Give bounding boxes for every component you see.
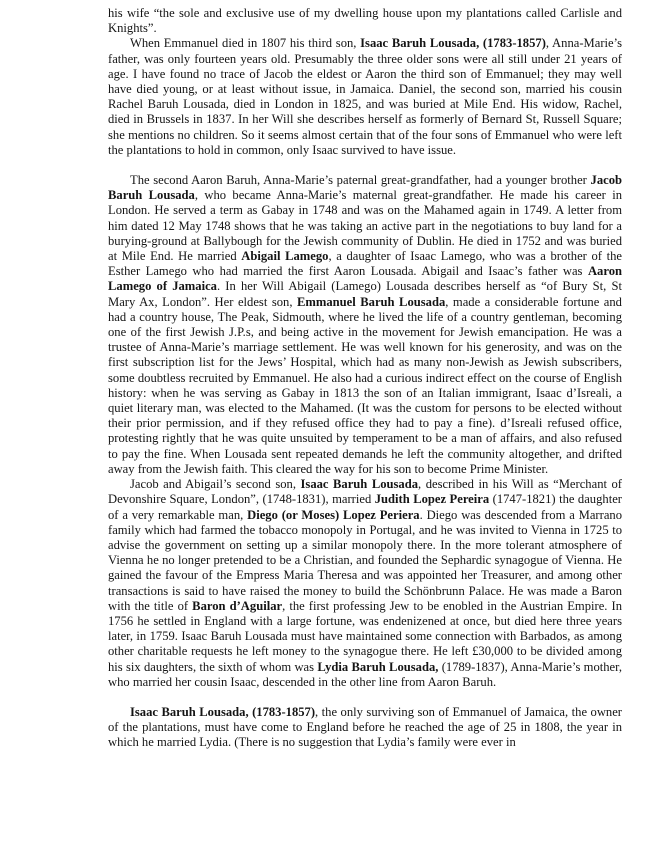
bold-name-text: Emmanuel Baruh Lousada — [296, 294, 446, 309]
bold-name-text: Isaac Baruh Lousada — [300, 477, 419, 492]
text-run: , a daughter of Isaac Lamego, who was a brother of the Esther Lamego who had married the first Aaron Lousada. Abigail and Isaac’s father was — [108, 249, 622, 279]
paragraph — [108, 705, 622, 751]
text-run: , the only surviving son of Emmanuel of Jamaica, the owner of the plantations, must have come to England before he reached the age of 25 in 1808, the year in which he married Lydia. (There is no suggestion that Lydia’s family were ever in — [108, 704, 622, 750]
text-run: (1789-1837), Anna-Marie’s mother, who married her cousin Isaac, descended in the other line from Aaron Baruh. — [108, 659, 622, 689]
text-run: The second Aaron Baruh, Anna-Marie’s paternal great-grandfather, had a younger brother — [130, 173, 591, 188]
paragraph — [108, 6, 622, 36]
bold-name-text: Jacob Baruh Lousada — [108, 173, 622, 203]
text-run: , made a considerable fortune and had a country house, The Peak, Sidmouth, where he lived the life of a country gentleman, becoming one of the first Jewish J.P.s, and being active in the movement for Jewish emancipation. He was a trustee of Anna-Marie’s marriage settlement. He was well known for his generosity, and was on the first subscription list for the Jews’ Hospital, which had as many non-Jewish as Jewish subscribers, some doubtless recruited by Emmanuel. He also had a curious indirect effect on the course of English history: when he was serving as Gabay in 1813 the son of an Italian immigrant, Isaac d’Isreali, a quiet literary man, was elected to the Mahamed. (It was the custom for persons to be elected without their prior permission, and if they refused office they had to pay a fine). d’Isreali refused office, protesting rightly that he was quite unsuited by temperament to be a man of affairs, and also refused to pay the fine. When Lousada sent repeated demands he left the community altogether, and drifted away from the Jewish faith. This cleared the way for his son to become Prime Minister. — [108, 294, 622, 476]
text-run: , who became Anna-Marie’s maternal great-grandfather. He made his career in London. He served a term as Gabay in 1748 and was on the Mahamed again in 1749. A letter from him dated 12 May 1748 shows that he was taking an active part in the negotiations to buy land for a burying-ground at Ballybough for the Jewish community of Dublin. He died in 1752 and was buried at Mile End. He married — [108, 188, 622, 264]
bold-name-text: Isaac Baruh Lousada, (1783-1857) — [360, 36, 546, 51]
paragraph — [108, 477, 622, 690]
text-run: his wife “the sole and exclusive use of my dwelling house upon my plantations called Carlisle and Knights”. — [108, 6, 622, 36]
bold-name-text: Isaac Baruh Lousada, (1783-1857) — [130, 704, 316, 719]
bold-name-text: Aaron Lamego of Jamaica — [108, 264, 622, 294]
text-run: . Diego was descended from a Marrano family which had farmed the tobacco monopoly in Portugal, and he was invited to Vienna in 1725 to advise the government on setting up a similar monopoly there. In the more tolerant atmosphere of Vienna he no longer pretended to be a Christian, and founded the Sephardic synagogue of Vienna. He gained the favour of the Empress Maria Theresa and was appointed her Treasurer, and among other transactions is said to have raised the money to build the Schönbrunn Palace. He was made a Baron with the title of — [108, 507, 622, 613]
bold-name-text: Judith Lopez Pereira — [374, 492, 490, 507]
text-run: , the first professing Jew to be enobled in the Austrian Empire. In 1756 he settled in England with a large fortune, was endenizened at once, but died here three years later, in 1759. Isaac Baruh Lousada must have maintained some connection with Barbados, as among other charitable requests he left money to the synagogue there. He left £30,000 to be divided among his six daughters, the sixth of whom was — [108, 598, 622, 674]
bold-name-text: Lydia Baruh Lousada, — [317, 659, 439, 674]
text-run: When Emmanuel died in 1807 his third son, — [130, 36, 361, 51]
text-run: (1747-1821) the daughter of a very remarkable man, — [108, 492, 622, 522]
text-run: . In her Will Abigail (Lamego) Lousada describes herself as “of Bury St, St Mary Ax, London”. Her eldest son, — [108, 279, 622, 309]
text-run: , described in his Will as “Merchant of Devonshire Square, London”, (1748-1831), married — [108, 477, 622, 507]
paragraph — [108, 173, 622, 477]
bold-name-text: Diego (or Moses) Lopez Periera — [247, 507, 420, 522]
text-run: Jacob and Abigail’s second son, — [130, 477, 301, 492]
paragraph — [108, 36, 622, 158]
bold-name-text: Baron d’Aguilar — [192, 598, 283, 613]
text-run: , Anna-Marie’s father, was only fourteen years old. Presumably the three older sons were all still under 21 years of age. I have found no trace of Jacob the eldest or Aaron the third son of Emmanuel; they may well have died young, or at least without issue, in Jamaica. Daniel, the second son, married his cousin Rachel Baruh Lousada, died in London in 1825, and was buried at Mile End. His widow, Rachel, died in Brussels in 1837. In her Will she describes herself as formerly of Bernard St, Russell Square; she mentions no children. So it seems almost certain that of the four sons of Emmanuel who were left the plantations to hold in common, only Isaac survived to have issue. — [108, 36, 623, 157]
bold-name-text: Abigail Lamego — [241, 249, 329, 264]
